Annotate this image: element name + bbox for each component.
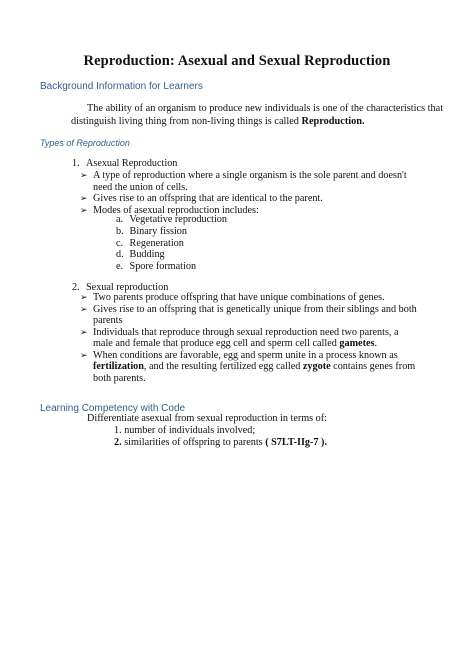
list-item: c. Regeneration	[116, 237, 184, 249]
arrow-bullet-icon: ➢	[80, 204, 88, 215]
competency-intro: Differentiate asexual from sexual reproduction in terms of:	[87, 413, 327, 424]
background-paragraph	[71, 102, 451, 128]
list-item: ➢ Gives rise to an offspring that is genetically unique from their siblings and both parents	[80, 303, 417, 326]
list-item: ➢ Modes of asexual reproduction includes:	[80, 204, 259, 216]
list-item: ➢ When conditions are favorable, egg and sperm unite in a process known as fertilization, and the resulting fertilized egg called zygote contains genes from both parents.	[80, 349, 416, 384]
sexual-label: Sexual reproduction	[86, 282, 169, 293]
gametes-term: gametes	[339, 338, 375, 349]
asexual-bullets	[80, 170, 420, 216]
asexual-label: Asexual Reproduction	[86, 158, 178, 169]
asexual-item	[72, 158, 177, 169]
arrow-bullet-icon: ➢	[80, 326, 88, 337]
sexual-number: 2.	[72, 282, 80, 293]
background-heading: Background Information for Learners	[40, 81, 203, 92]
arrow-bullet-icon: ➢	[80, 349, 88, 360]
asexual-modes-list	[116, 214, 227, 273]
sexual-bullets	[80, 292, 420, 384]
asexual-number: 1.	[72, 158, 80, 169]
reproduction-term: Reproduction.	[301, 116, 365, 127]
types-heading: Types of Reproduction	[40, 138, 130, 148]
background-paragraph-text: The ability of an organism to produce new individuals is one of the characteristics that distinguish living thing from non-living things is called	[71, 103, 444, 127]
competency-heading: Learning Competency with Code	[40, 403, 186, 414]
arrow-bullet-icon: ➢	[80, 170, 88, 180]
arrow-bullet-icon: ➢	[80, 292, 88, 302]
page-title: Reproduction: Asexual and Sexual Reproduction	[83, 53, 391, 69]
zygote-term: zygote	[302, 361, 331, 372]
competency-item-2: 2. similarities of offspring to parents ( S7LT-IIg-7 ).	[114, 437, 327, 448]
arrow-bullet-icon: ➢	[80, 193, 88, 203]
competency-code: ( S7LT-IIg-7 ).	[265, 437, 327, 448]
list-item: ➢ Gives rise to an offspring that are identical to the parent.	[80, 193, 323, 204]
list-item: e. Spore formation	[116, 261, 197, 273]
list-item: a. Vegetative reproduction	[116, 214, 227, 225]
arrow-bullet-icon: ➢	[80, 303, 88, 314]
list-item: ➢ A type of reproduction where a single organism is the sole parent and doesn't need the union of cells.	[80, 170, 407, 193]
list-item: ➢ Individuals that reproduce through sexual reproduction need two parents, a male and female that produce egg cell and sperm cell called gametes.	[80, 326, 399, 349]
list-item: b. Binary fission	[116, 225, 187, 237]
competency-item-1: 1. number of individuals involved;	[114, 425, 256, 436]
list-item: ➢ Two parents produce offspring that have unique combinations of genes.	[80, 292, 385, 303]
fertilization-term: fertilization	[93, 361, 144, 372]
list-item: d. Budding	[116, 249, 165, 261]
